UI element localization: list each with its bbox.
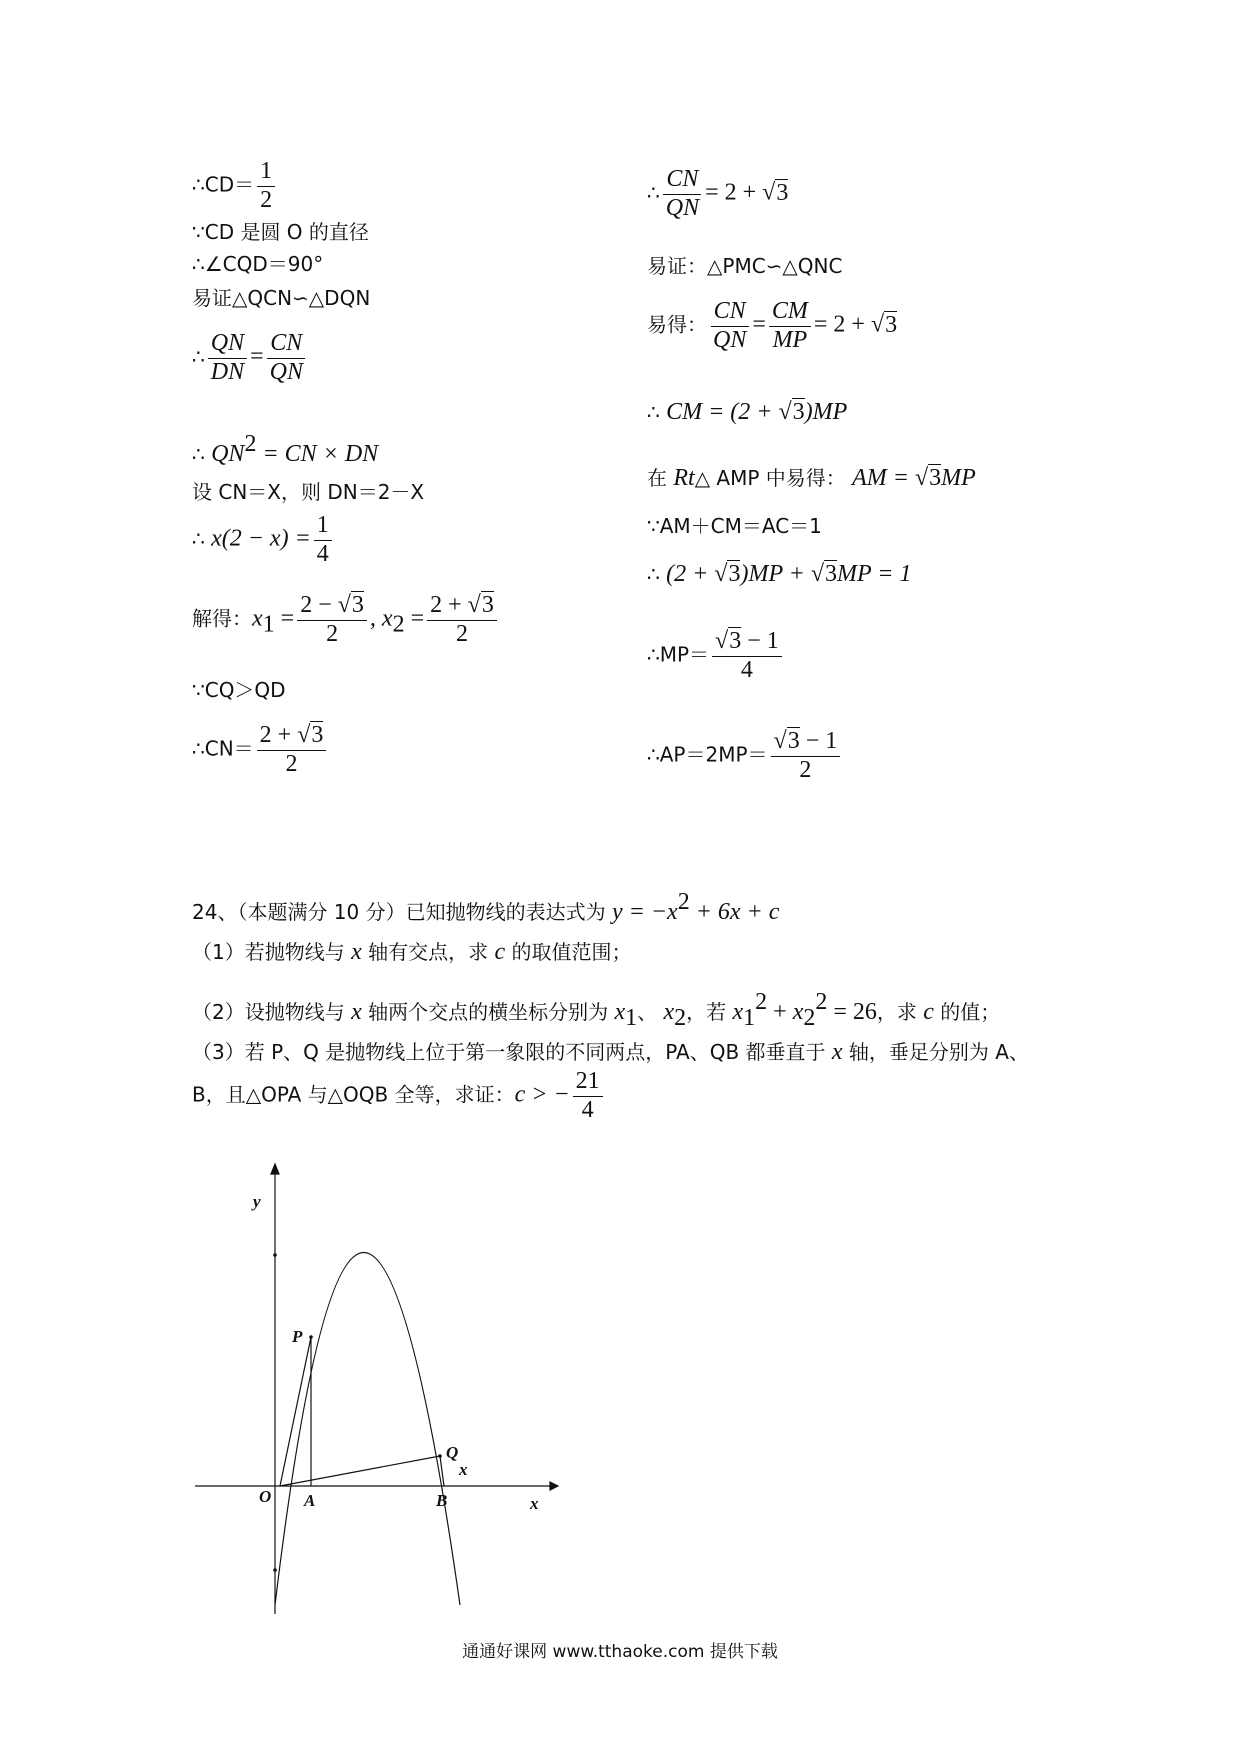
radicand: 3	[929, 465, 942, 491]
therefore: ∴	[647, 400, 660, 424]
denominator: QN	[713, 326, 747, 353]
expr: CM = (2 +	[666, 399, 779, 425]
fraction	[710, 298, 749, 354]
numerator: 2 − √3	[297, 592, 367, 621]
radicand: 3	[311, 722, 324, 748]
var: x	[252, 605, 263, 632]
segment-oq	[280, 1456, 440, 1486]
var: , x	[369, 605, 393, 632]
subscript: 1	[743, 1005, 756, 1031]
subscript: 1	[262, 611, 275, 638]
right-line-5: 在 Rt△ AMP 中易得： AM = √3MP	[647, 465, 976, 491]
text: △ AMP 中易得：	[694, 466, 846, 490]
radicand: 3	[776, 179, 789, 206]
subscript: 1	[625, 1005, 638, 1031]
fraction	[573, 1068, 603, 1124]
point-p	[309, 1335, 313, 1339]
label-b: B	[436, 1491, 448, 1510]
text: 、	[637, 1000, 664, 1024]
numerator: CN	[267, 330, 305, 359]
expr: y = −x	[611, 899, 678, 925]
fraction	[427, 592, 497, 648]
denominator: MP	[772, 326, 808, 353]
denominator: 2	[455, 620, 468, 647]
radicand: 3	[481, 592, 494, 618]
footer-text: 通通好课网 www.tthaoke.com 提供下载	[462, 1642, 778, 1662]
radicand: 3	[351, 592, 364, 618]
radicand: 3	[825, 561, 838, 587]
var: c	[923, 999, 934, 1025]
problem-part-3-cont	[192, 1068, 606, 1124]
right-line-7: ∴ (2 + √3)MP + √3MP = 1	[647, 561, 912, 587]
right-line-8	[647, 628, 785, 684]
radicand: 3	[787, 728, 800, 754]
expr: c > −	[514, 1081, 570, 1108]
var: c	[494, 939, 506, 965]
numerator: 21	[573, 1068, 603, 1097]
denominator: QN	[665, 194, 700, 221]
problem-part-1	[192, 940, 631, 964]
problem-part-3	[192, 1040, 1029, 1064]
label-stray-x: x	[459, 1460, 468, 1479]
radicand: 3	[885, 311, 898, 338]
numerator: CM	[769, 298, 811, 327]
expr: )MP +	[740, 561, 811, 587]
var: x	[732, 999, 744, 1025]
expr: (2 +	[666, 561, 715, 587]
numerator: CN	[711, 298, 749, 327]
var: x	[663, 999, 675, 1025]
x-axis-arrow	[550, 1482, 558, 1490]
text: 易得：	[647, 312, 707, 337]
numerator: √3 − 1	[771, 728, 841, 757]
label-p: P	[292, 1327, 303, 1346]
n: − 1	[799, 728, 838, 754]
fraction	[267, 330, 306, 386]
numerator: 1	[314, 512, 332, 541]
denominator: 4	[581, 1096, 594, 1123]
left-line-10: ∵CQ＞QD	[192, 678, 286, 702]
fraction	[297, 592, 367, 648]
label-q: Q	[446, 1443, 459, 1462]
therefore: ∴	[647, 562, 660, 586]
equals: =	[752, 311, 766, 338]
expr: = 2 +	[813, 311, 871, 338]
left-line-11	[192, 722, 329, 778]
expr: x(2 − x) =	[211, 525, 311, 552]
expr: MP = 1	[837, 561, 912, 587]
text: ∴CN＝	[192, 736, 254, 761]
right-line-9	[647, 728, 843, 784]
denominator: 2	[326, 620, 339, 647]
text: ∴MP＝	[647, 642, 710, 667]
fraction	[257, 158, 275, 214]
var: x	[351, 999, 362, 1025]
n: 2 +	[259, 722, 298, 748]
var: x	[351, 939, 362, 965]
parabola-graph	[180, 1160, 560, 1620]
text: 轴，垂足分别为 A、	[842, 1040, 1029, 1064]
right-line-4: ∴ CM = (2 + √3)MP	[647, 399, 848, 425]
n: 2 −	[300, 592, 338, 618]
expr: = 26	[827, 999, 877, 1025]
label-y: y	[253, 1192, 261, 1211]
numerator: QN	[208, 330, 247, 359]
numerator: √3 − 1	[712, 628, 782, 657]
denominator: 4	[316, 540, 329, 567]
left-line-8	[192, 512, 335, 568]
text: 解得：	[192, 606, 252, 631]
subscript: 2	[803, 1005, 816, 1031]
denominator: 2	[799, 756, 812, 783]
denominator: 4	[740, 656, 753, 683]
n: − 1	[741, 628, 779, 654]
right-line-1: ∴ $\frac{CN}{QN}$ = 2 + √3	[647, 166, 789, 221]
expr: MP	[941, 465, 976, 491]
equals: =	[404, 605, 425, 632]
fraction	[769, 298, 811, 354]
equals: =	[250, 343, 264, 370]
text: 24、（本题满分 10 分）已知抛物线的表达式为	[192, 900, 612, 924]
fraction	[257, 722, 327, 778]
left-line-4: 易证△QCN∽△DQN	[192, 286, 371, 310]
text: 的取值范围；	[505, 940, 632, 964]
problem-part-2	[192, 990, 1000, 1030]
left-line-3: ∴∠CQD＝90°	[192, 252, 324, 276]
therefore: ∴	[192, 442, 205, 466]
numerator: 2 + √3	[257, 722, 327, 751]
text: ∴AP＝2MP＝	[647, 742, 768, 767]
left-line-7: 设 CN＝X，则 DN＝2－X	[192, 480, 425, 504]
right-line-6: ∵AM＋CM＝AC＝1	[647, 514, 822, 538]
var: x	[831, 1039, 843, 1065]
tick-mark	[273, 1568, 277, 1572]
label-o: O	[259, 1487, 272, 1506]
problem-heading	[192, 890, 779, 924]
label-x: x	[530, 1494, 539, 1513]
n: 2 +	[430, 592, 468, 618]
op: +	[767, 999, 793, 1025]
equals: =	[274, 605, 295, 632]
denominator: 2	[260, 186, 273, 213]
text: 在	[647, 466, 674, 490]
tick-mark	[273, 1253, 277, 1257]
exponent: 2	[815, 989, 828, 1015]
numerator: CN	[663, 166, 701, 195]
fraction	[663, 166, 702, 222]
exponent: 2	[755, 989, 768, 1015]
text: 轴有交点，求	[361, 940, 495, 964]
var: x	[792, 999, 804, 1025]
text: ，若	[686, 1000, 733, 1024]
subscript: 2	[392, 611, 405, 638]
left-line-1	[192, 158, 278, 214]
y-axis-arrow	[271, 1164, 279, 1174]
fraction	[712, 628, 782, 684]
point-q	[438, 1454, 442, 1458]
subscript: 2	[674, 1005, 687, 1031]
numerator: 1	[257, 158, 275, 187]
text: ，求	[876, 1000, 924, 1024]
text: （2）设抛物线与	[192, 1000, 352, 1024]
text: （3）若 P、Q 是抛物线上位于第一象限的不同两点，PA、QB 都垂直于	[192, 1040, 832, 1064]
denominator: DN	[210, 358, 245, 385]
left-line-5	[192, 330, 309, 386]
fraction	[208, 330, 247, 386]
left-line-9	[192, 592, 500, 648]
fraction	[771, 728, 841, 784]
text: B，且△OPA 与△OQB 全等，求证：	[192, 1082, 515, 1107]
expr: QN	[211, 441, 245, 467]
exponent: 2	[244, 431, 257, 457]
text: （1）若抛物线与	[192, 940, 352, 964]
therefore: ∴	[647, 180, 660, 205]
segment-op	[280, 1337, 311, 1486]
parabola-curve	[275, 1253, 460, 1606]
numerator: 2 + √3	[427, 592, 497, 621]
right-line-3: 易得： $\frac{CN}{QN}$ = $\frac{CM}{MP}$ = 2 + √3	[647, 298, 898, 353]
var: x	[614, 999, 626, 1025]
radicand: 3	[728, 561, 741, 587]
text: 轴两个交点的横坐标分别为	[361, 1000, 615, 1024]
label-a: A	[304, 1491, 316, 1510]
fraction	[314, 512, 332, 568]
radicand: 3	[792, 399, 805, 425]
denominator: 2	[285, 750, 298, 777]
radicand: 3	[729, 628, 742, 654]
expr: + 6x + c	[689, 899, 780, 925]
text: 的值；	[933, 1000, 1001, 1024]
expr: = CN × DN	[256, 441, 379, 467]
rt: Rt	[673, 465, 695, 491]
left-line-6	[192, 432, 378, 466]
expr: AM =	[852, 465, 915, 491]
exponent: 2	[677, 889, 690, 915]
right-line-2: 易证：△PMC∽△QNC	[647, 254, 843, 278]
denominator: QN	[269, 358, 303, 385]
therefore: ∴	[192, 526, 205, 551]
therefore: ∴	[192, 344, 205, 369]
expr: )MP	[804, 399, 848, 425]
left-line-2: ∵CD 是圆 O 的直径	[192, 220, 369, 244]
text: ∴CD＝	[192, 172, 255, 197]
expr: = 2 +	[705, 179, 763, 206]
